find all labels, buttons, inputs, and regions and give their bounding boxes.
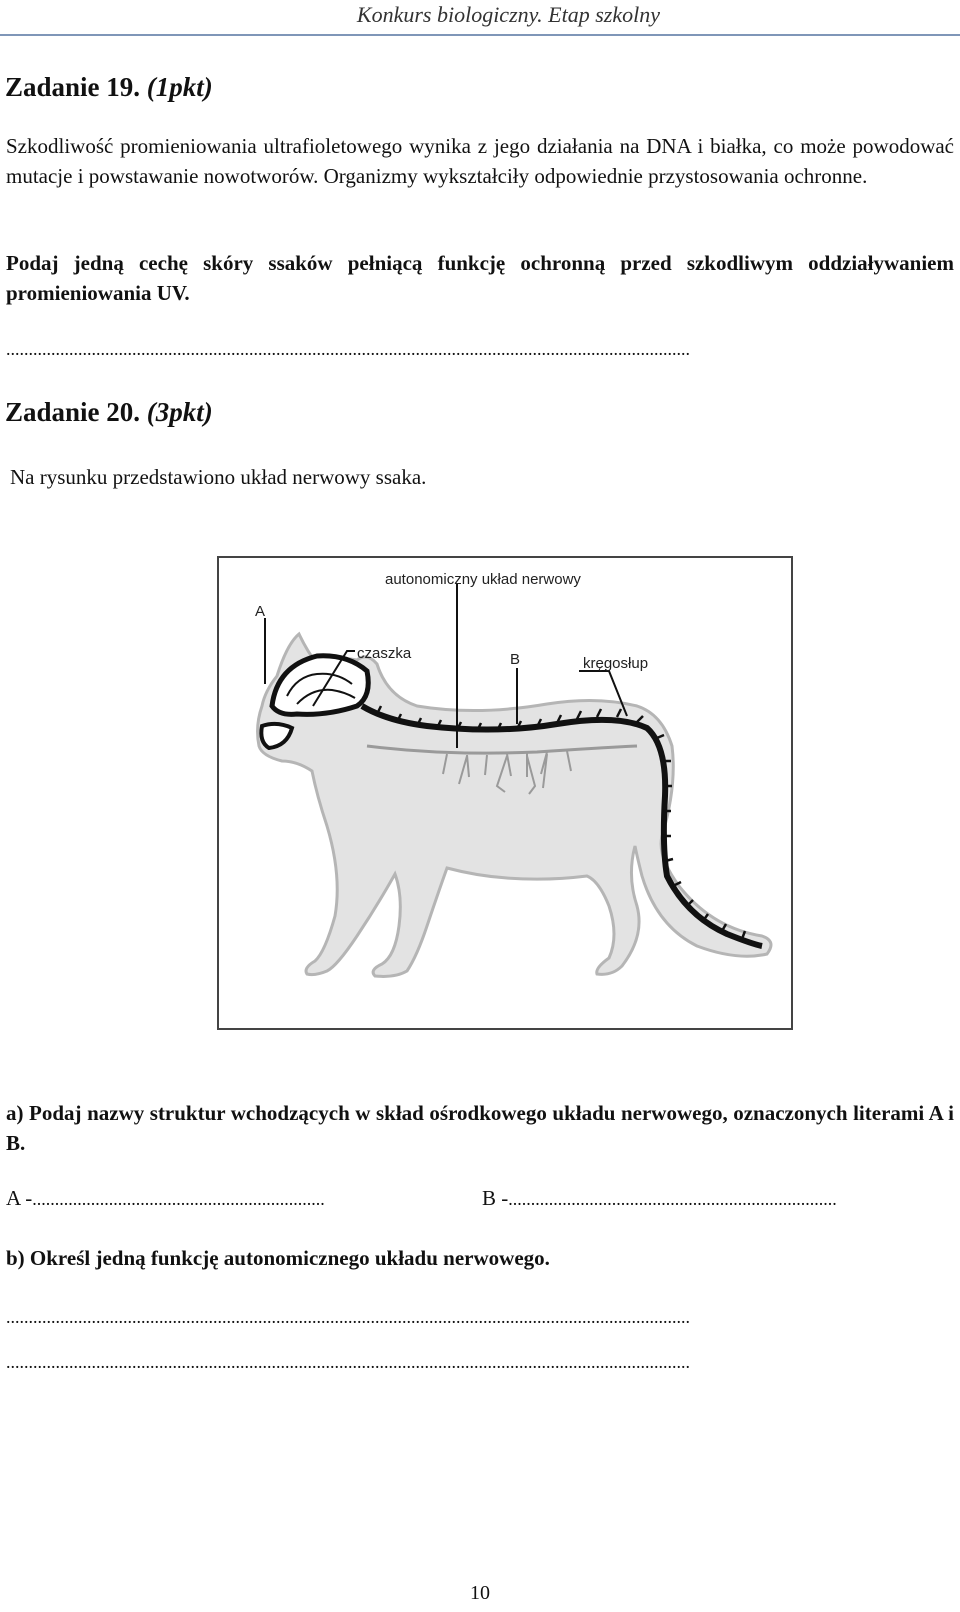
answer-a-label: A - xyxy=(6,1186,33,1210)
answer-a-field[interactable]: ................................................................. xyxy=(32,1189,325,1209)
task19-question: Podaj jedną cechę skóry ssaków pełniącą funkcję ochronną przed szkodliwym oddziaływaniem promieniowania UV. xyxy=(6,251,954,305)
answer-b-row xyxy=(482,1186,837,1211)
task20-question-b: b) Określ jedną funkcję autonomicznego układu nerwowego. xyxy=(6,1246,550,1270)
answer-b-label: B - xyxy=(482,1186,509,1210)
task19-intro: Szkodliwość promieniowania ultrafioletowego wynika z jego działania na DNA i białka, co może powodować mutacje i powstawanie nowotworów. Organizmy wykształciły odpowiednie przystosowania ochronne. xyxy=(6,134,954,188)
answer-b-field[interactable]: ......................................................................... xyxy=(508,1189,837,1209)
answer-b-line-2[interactable]: ........................................................................................................................................................ xyxy=(6,1353,690,1371)
task20-points: (3pkt) xyxy=(146,397,213,427)
cat-nervous-system-illustration xyxy=(217,556,793,1030)
answer-a-row xyxy=(6,1186,325,1211)
label-skull: czaszka xyxy=(357,645,412,662)
task19-heading xyxy=(5,72,213,103)
page-header xyxy=(0,0,960,38)
task19-points: (1pkt) xyxy=(146,72,213,102)
label-autonomic-nervous-system: autonomiczny układ nerwowy xyxy=(385,571,581,588)
label-b: B xyxy=(510,651,521,668)
task20-intro: Na rysunku przedstawiono układ nerwowy ssaka. xyxy=(10,465,427,489)
task20-question-a: a) Podaj nazwy struktur wchodzących w skład ośrodkowego układu nerwowego, oznaczonych literami A i B. xyxy=(6,1101,954,1155)
answer-b-line-1[interactable]: ........................................................................................................................................................ xyxy=(6,1308,690,1326)
header-title: Konkurs biologiczny. Etap szkolny xyxy=(356,2,660,27)
nervous-system-figure xyxy=(217,556,793,1030)
task20-heading xyxy=(5,397,213,428)
header-divider xyxy=(0,34,960,36)
label-a: A xyxy=(255,603,266,620)
task19-title: Zadanie 19. xyxy=(5,72,141,102)
task19-answer-line[interactable]: ........................................................................................................................................................ xyxy=(6,340,690,358)
label-spine: kręgosłup xyxy=(583,655,649,672)
page-number: 10 xyxy=(470,1582,490,1604)
task20-title: Zadanie 20. xyxy=(5,397,141,427)
